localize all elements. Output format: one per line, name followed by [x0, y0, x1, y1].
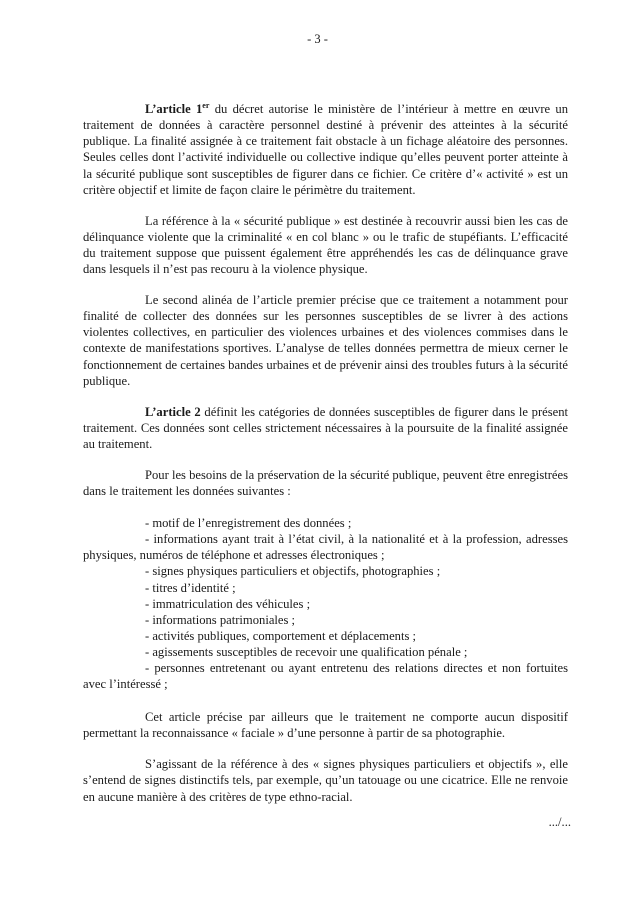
- article-2-text: définit les catégories de données susceptibles de figurer dans le présent traitement. Ces données sont celles strictement nécessaires à la poursuite de la finalité assignée au traitement.: [83, 404, 569, 451]
- paragraph-donnees-intro: Pour les besoins de la préservation de la sécurité publique, peuvent être enregistrées dans le traitement les données suivantes :: [83, 467, 568, 499]
- list-item: - agissements susceptibles de recevoir une qualification pénale ;: [145, 644, 468, 659]
- article-1-text: du décret autorise le ministère de l’intérieur à mettre en œuvre un traitement de données à caractère personnel destiné à prévenir des atteintes à la sécurité publique. La finalité assignée à ce traitement fait obstacle à un fichage aléatoire des personnes. Seules celles dont l’activité individuelle ou collective indique qu’elles peuvent porter atteinte à la sécurité publique sont susceptibles de figurer dans ce fichier. Ce critère d’« activité » est un critère objectif et limite de façon claire le périmètre du traitement.: [83, 102, 569, 197]
- paragraph-article-1: [83, 98, 568, 198]
- list-item: - informations ayant trait à l’état civil, à la nationalité et à la profession, adresses physiques, numéros de téléphone et adresses électroniques ;: [83, 532, 568, 563]
- list-item: - informations patrimoniales ;: [145, 612, 296, 627]
- paragraph-securite-publique: La référence à la « sécurité publique » est destinée à recouvrir aussi bien les cas de délinquance violente que la criminalité « en col blanc » ou le trafic de stupéfiants. L’efficacité du traitement suppose que puissent également être appréhendés les cas de délinquance grave dans lesquels il n’est pas recouru à la violence physique.: [83, 213, 568, 277]
- list-item: - activités publiques, comportement et déplacements ;: [145, 628, 417, 643]
- article-1-lead: L’article 1: [145, 102, 203, 117]
- paragraph-reconnaissance-faciale: Cet article précise par ailleurs que le traitement ne comporte aucun dispositif permettant la reconnaissance « faciale » d’une personne à partir de sa photographie.: [83, 710, 568, 741]
- document-body: [83, 98, 568, 820]
- list-item: - motif de l’enregistrement des données ;: [145, 516, 352, 531]
- continuation-mark: .../...: [548, 815, 571, 829]
- paragraph-article-2: [83, 404, 568, 452]
- article-1-superscript: er: [202, 101, 210, 110]
- list-item: - titres d’identité ;: [145, 580, 236, 595]
- list-item: - signes physiques particuliers et objectifs, photographies ;: [145, 564, 441, 579]
- paragraph-signes-physiques: S’agissant de la référence à des « signes physiques particuliers et objectifs », elle s’entend de signes distinctifs tels, par exemple, qu’un tatouage ou une cicatrice. Elle ne renvoie en aucune manière à des critères de type ethno-racial.: [83, 757, 568, 804]
- data-categories-list: [83, 515, 568, 692]
- page-number: - 3 -: [307, 32, 328, 46]
- list-item: - immatriculation des véhicules ;: [145, 596, 311, 611]
- list-item: - personnes entretenant ou ayant entretenu des relations directes et non fortuites avec l’intéressé ;: [83, 661, 568, 692]
- paragraph-second-alinea: Le second alinéa de l’article premier précise que ce traitement a notamment pour finalité de collecter des données sur les personnes susceptibles de se livrer à des actions violentes collectives, en particulier des violences urbaines et des violences commises dans le contexte de manifestations sportives. L’analyse de telles données permettra de mieux cerner le fonctionnement de certaines bandes urbaines et de prévenir ainsi des troubles futurs à la sécurité publique.: [83, 293, 568, 388]
- article-2-lead: L’article 2: [145, 404, 201, 419]
